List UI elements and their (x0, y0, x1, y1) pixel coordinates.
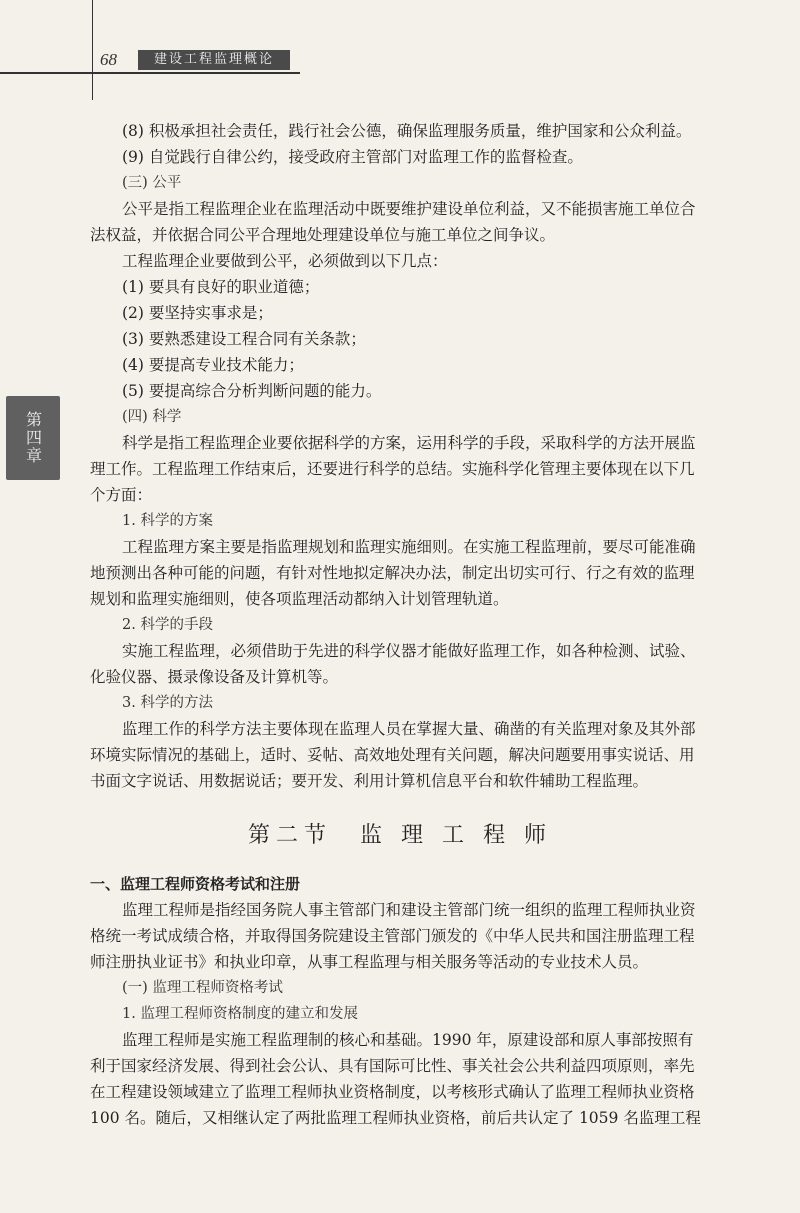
page-number: 68 (100, 50, 117, 69)
list-item: (1) 要具有良好的职业道德； (122, 278, 320, 296)
paragraph-line: 化验仪器、摄录像设备及计算机等。 (90, 668, 339, 686)
paragraph-line: 师注册执业证书》和执业印章，从事工程监理与相关服务等活动的专业技术人员。 (90, 953, 649, 971)
section-name: 监 理 工 程 师 (360, 823, 552, 848)
paragraph-line: 法权益，并依据合同公平合理地处理建设单位与施工单位之间争议。 (90, 226, 556, 244)
list-item: (5) 要提高综合分析判断问题的能力。 (122, 382, 382, 400)
list-item: (3) 要熟悉建设工程合同有关条款； (122, 330, 366, 348)
list-item: (2) 要坚持实事求是； (122, 304, 273, 322)
chapter-tab-label: 第四章 (23, 411, 43, 465)
section-number: 第二节 (248, 823, 333, 848)
paragraph-line: 利于国家经济发展、得到社会公认、具有国际可比性、事关社会公共利益四项原则，率先 (90, 1057, 695, 1075)
running-header-title: 建设工程监理概论 (138, 50, 290, 70)
subheading: (四) 科学 (122, 409, 182, 425)
paragraph-line: 规划和监理实施细则，使各项监理活动都纳入计划管理轨道。 (90, 590, 509, 608)
paragraph-line: 监理工作的科学方法主要体现在监理人员在掌握大量、确凿的有关监理对象及其外部 (122, 720, 696, 738)
paragraph-line: 工程监理方案主要是指监理规划和监理实施细则。在实施工程监理前，要尽可能准确 (122, 538, 696, 556)
paragraph-line: 地预测出各种可能的问题，有针对性地拟定解决办法，制定出切实可行、行之有效的监理 (90, 564, 695, 582)
paragraph-line: 公平是指工程监理企业在监理活动中既要维护建设单位利益，又不能损害施工单位合 (122, 200, 696, 218)
paragraph-line: 监理工程师是实施工程监理制的核心和基础。1990 年，原建设部和原人事部按照有 (122, 1031, 694, 1049)
header-horizontal-rule (0, 72, 300, 74)
list-item: (4) 要提高专业技术能力； (122, 356, 304, 374)
list-item: (9) 自觉践行自律公约，接受政府主管部门对监理工作的监督检查。 (122, 148, 583, 166)
paragraph-line: 工程监理企业要做到公平，必须做到以下几点： (122, 252, 448, 270)
subheading: (三) 公平 (122, 175, 182, 191)
heading-level-1: 一、监理工程师资格考试和注册 (90, 875, 301, 893)
section-title (0, 818, 800, 849)
paragraph-line: 个方面： (90, 486, 153, 504)
header-vertical-rule (92, 0, 93, 100)
paragraph-line: 理工作。工程监理工作结束后，还要进行科学的总结。实施科学化管理主要体现在以下几 (90, 460, 695, 478)
paragraph-line: 实施工程监理，必须借助于先进的科学仪器才能做好监理工作，如各种检测、试验、 (122, 642, 696, 660)
subheading: (一) 监理工程师资格考试 (122, 980, 283, 996)
paragraph-line: 监理工程师是指经国务院人事主管部门和建设主管部门统一组织的监理工程师执业资 (122, 901, 696, 919)
subheading: 3. 科学的方法 (122, 695, 213, 711)
paragraph-line: 格统一考试成绩合格，并取得国务院建设主管部门颁发的《中华人民共和国注册监理工程 (90, 927, 695, 945)
paragraph-line: 环境实际情况的基础上，适时、妥帖、高效地处理有关问题，解决问题要用事实说话、用 (90, 746, 695, 764)
subheading: 2. 科学的手段 (122, 617, 213, 633)
paragraph-line: 书面文字说话、用数据说话；要开发、利用计算机信息平台和软件辅助工程监理。 (90, 772, 649, 790)
subheading: 1. 科学的方案 (122, 513, 213, 529)
chapter-tab (6, 396, 60, 480)
paragraph-line: 科学是指工程监理企业要依据科学的方案，运用科学的手段，采取科学的方法开展监 (122, 434, 696, 452)
paragraph-line: 100 名。随后，又相继认定了两批监理工程师执业资格，前后共认定了 1059 名监理工程 (90, 1109, 701, 1127)
paragraph-line: 在工程建设领域建立了监理工程师执业资格制度，以考核形式确认了监理工程师执业资格 (90, 1083, 695, 1101)
list-item: (8) 积极承担社会责任，践行社会公德，确保监理服务质量，维护国家和公众利益。 (122, 122, 692, 140)
subheading: 1. 监理工程师资格制度的建立和发展 (122, 1006, 358, 1022)
